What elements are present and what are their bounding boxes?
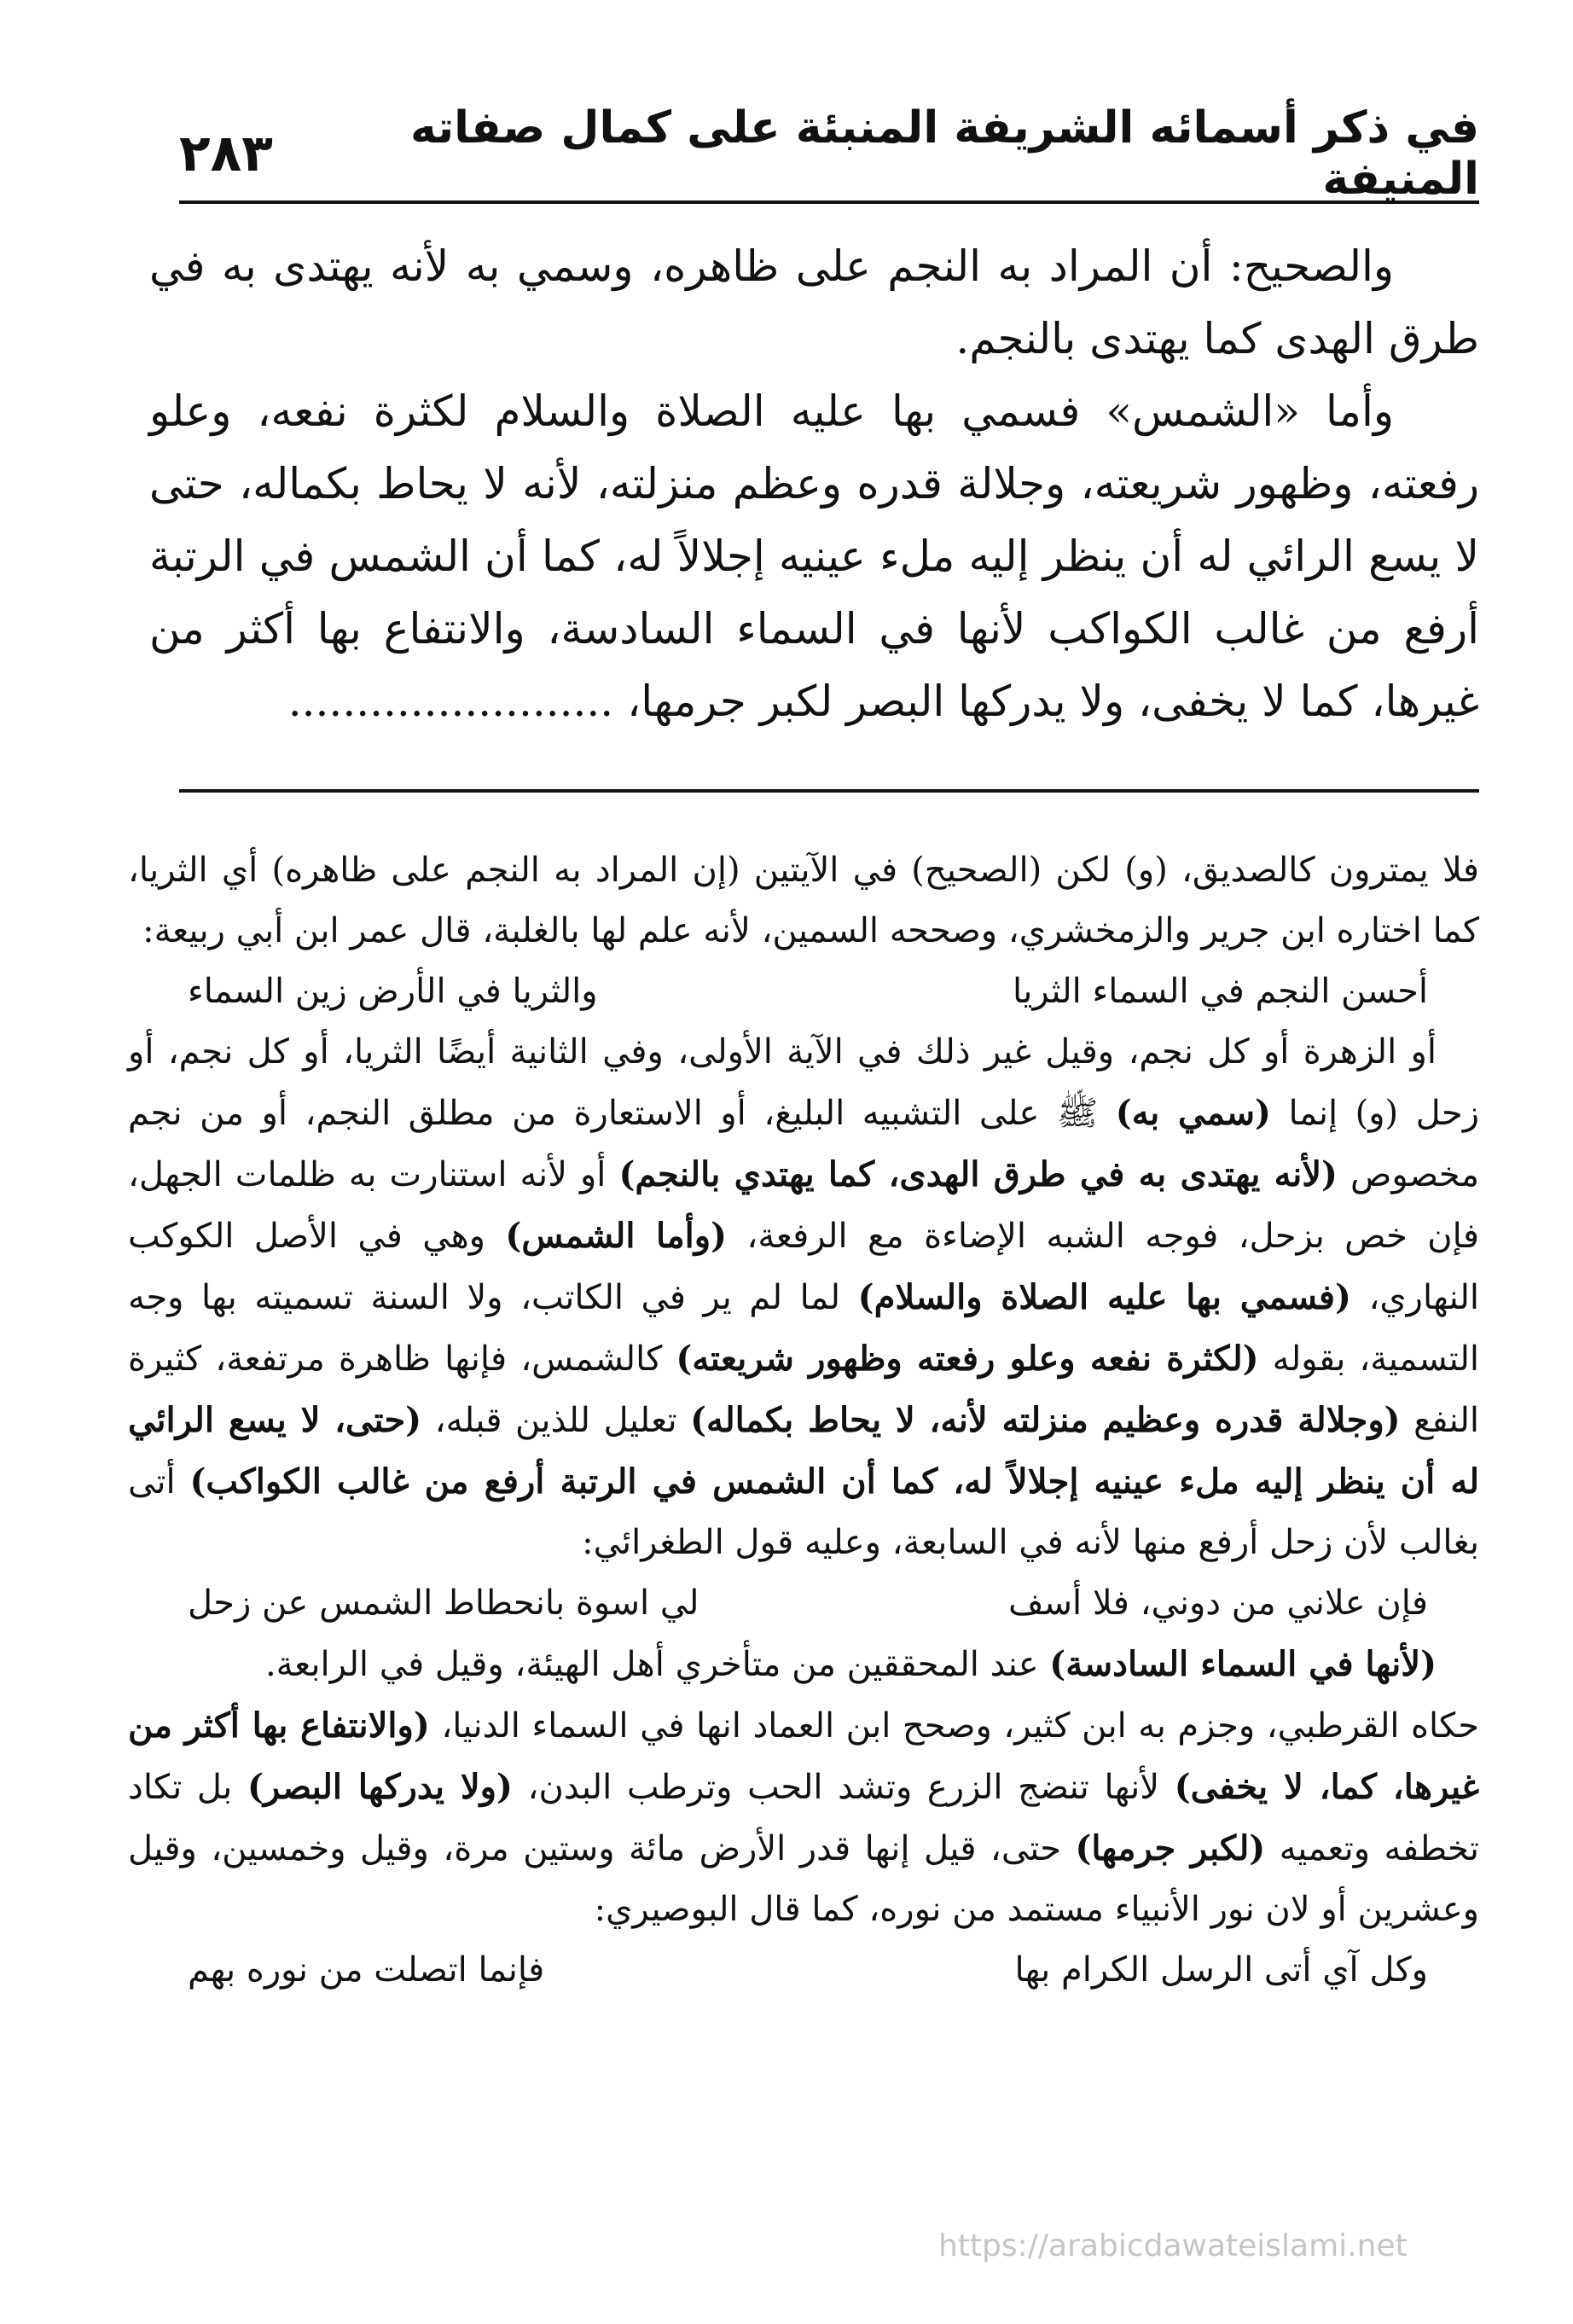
page-number: ٢٨٣ [179,124,273,183]
quoted-phrase: (فسمي بها عليه الصلاة والسلام) [857,1277,1351,1317]
running-title: في ذكر أسمائه الشريفة المنبئة على كمال صفاته المنيفة [410,102,1479,205]
text-run: كالشمس، فإنها ظاهرة مرتفعة، كثيرة النفع [128,1339,1479,1440]
quoted-phrase: (لكثرة نفعه وعلو رفعته وظهور شريعته) [676,1339,1259,1379]
quoted-phrase: (سمي به) [1115,1093,1271,1133]
watermark-url: https://arabicdawateislami.net [938,2228,1408,2263]
main-paragraph-2: وأما «الشمس» فسمي بها عليه الصلاة والسلام لكثرة نفعه، وعلو رفعته، وظهور شريعته، وجلالة قدره وعظم منزلته، لأنه لا يحاط بكماله، حتى لا يسع الرائي له أن ينظر إليه ملء عينيه إجلالاً له، كما أن الشمس في الرتبة أرفع من غالب الكواكب لأنها في السماء السادسة، والانتفاع بها أكثر من غيرها، كما لا يخفى، ولا يدركها البصر لكبر جرمها، ........................ [149,386,1479,726]
commentary [128,840,1479,2001]
quoted-phrase: (لأنها في السماء السادسة) [1049,1644,1437,1684]
commentary-paragraph-4 [128,1695,1479,1940]
quoted-phrase: (وجلالة قدره وعظيم منزلته لأنه، لا يحاط بكماله) [690,1400,1401,1440]
header-rule [179,200,1479,204]
quoted-phrase: (لأنه يهتدى به في طرق الهدى، كما يهتدي بالنجم) [618,1154,1338,1194]
page-header [179,102,1479,205]
verse-2 [188,1573,1428,1634]
quoted-phrase: (حتى، لا يسع الرائي له أن ينظر إليه ملء عينيه إجلالاً له، كما أن الشمس في الرتبة أرفع من غالب الكواكب) [128,1400,1480,1502]
text-run: لما لم ير في الكاتب، ولا السنة تسميته بها وجه التسمية، بقوله [128,1278,1479,1379]
commentary-paragraph-1: فلا يمترون كالصديق، (و) لكن (الصحيح) في الآيتين (إن المراد به النجم على ظاهره) أي الثريا، كما اختاره ابن جرير والزمخشري، وصححه السمين، لأنه علم لها بالغلبة، قال عمر ابن أبي ربيعة: [128,851,1479,950]
commentary-paragraph-3 [128,1634,1479,1695]
text-run: حكاه القرطبي، وجزم به ابن كثير، وصحح ابن العماد انها في السماء الدنيا، [429,1706,1479,1746]
quoted-phrase: (والانتفاع بها أكثر من غيرها، كما، لا يخفى) [128,1705,1480,1807]
quoted-phrase: (لكبر جرمها) [1075,1828,1266,1868]
verse-1 [188,962,1428,1022]
text-run: أو الزهرة أو كل نجم، وقيل غير ذلك في الآية الأولى، وفي الثانية أيضًا الثريا، أو كل نجم، أو زحل (و) إنما [128,1032,1480,1133]
text-run: أو لأنه استنارت به ظلمات الجهل، فإن خص بزحل، فوجه الشبه الإضاءة مع الرفعة، [128,1155,1479,1256]
text-run: ﷺ على التشبيه البليغ، أو الاستعارة من مطلق النجم، أو من نجم مخصوص [128,1094,1479,1194]
verse-3 [188,1940,1428,2001]
quoted-phrase: (وأما الشمس) [505,1216,728,1256]
verse-1-second-hemistich: والثريا في الأرض زين السماء [188,972,598,1011]
footnote-rule [179,789,1479,793]
commentary-paragraph-2 [128,1022,1479,1573]
verse-2-second-hemistich: لي اسوة بانحطاط الشمس عن زحل [188,1583,699,1623]
verse-3-second-hemistich: فإنما اتصلت من نوره بهم [188,1950,545,1990]
verse-2-first-hemistich: فإن علاني من دوني، فلا أسف [1008,1583,1428,1623]
verse-3-first-hemistich: وكل آي أتى الرسل الكرام بها [1014,1950,1428,1990]
main-text [149,230,1479,738]
quoted-phrase: (ولا يدركها البصر) [247,1767,513,1807]
text-run: وهي في الأصل الكوكب النهاري، [128,1217,1479,1317]
text-run: أتى بغالب لأن زحل أرفع منها لأنه في السابعة، وعليه قول الطغرائي: [128,1462,1479,1562]
text-run: لأنها تنضج الزرع وتشد الحب وترطب البدن، [512,1768,1160,1807]
text-run: حتى، قيل إنها قدر الأرض مائة وستين مرة، وقيل وخمسين، وقيل وعشرين أو لان نور الأنبياء مستمد من نوره، كما قال البوصيري: [128,1829,1479,1929]
text-run: عند المحققين من متأخري أهل الهيئة، وقيل في الرابعة. [264,1645,1039,1684]
main-paragraph-1: والصحيح: أن المراد به النجم على ظاهره، وسمي به لأنه يهتدى به في طرق الهدى كما يهتدى بالنجم. [149,241,1479,363]
text-run: تعليل للذين قبله، [421,1401,677,1440]
text-run: بل تكاد تخطفه وتعميه [128,1768,1479,1868]
verse-1-first-hemistich: أحسن النجم في السماء الثريا [1013,972,1428,1011]
